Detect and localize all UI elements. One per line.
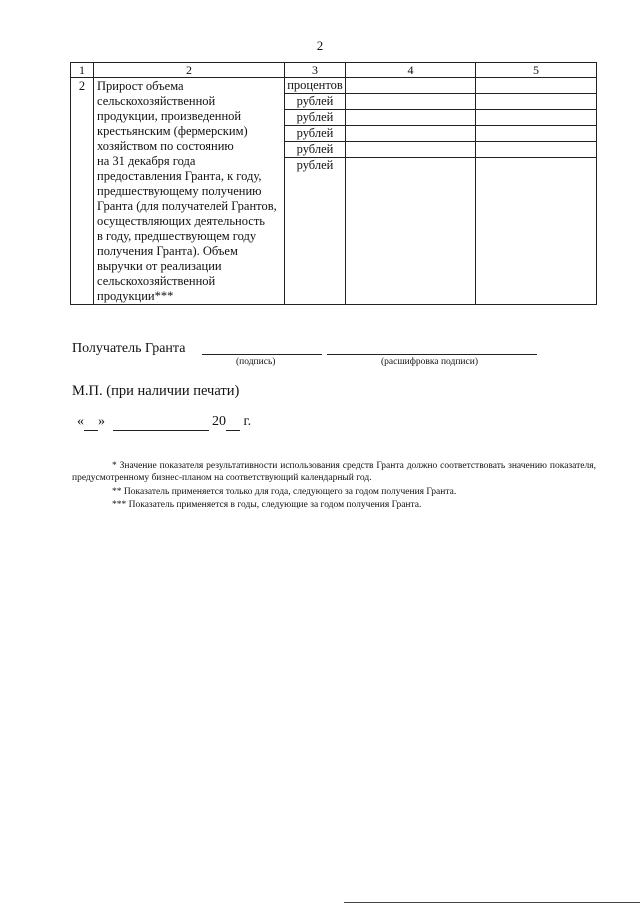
day-blank <box>84 414 98 431</box>
header-cell: 3 <box>285 63 346 78</box>
unit-cell: процентов <box>285 78 345 94</box>
indicator-description: Прирост объема сельскохозяйственной продукции, произведенной крестьянским (фермерским) хозяйством по состоянию на 31 декабря года предоставления Гранта, к году, предшествующему получению Гранта (для получателей Грантов, осуществляющих деятельность в году, предшествующем году получения Гранта). Объем выручки от реализации сельскохозяйственной продукции*** <box>94 78 285 305</box>
scan-edge-line <box>344 902 640 903</box>
unit-cell: рублей <box>285 142 345 158</box>
year-prefix: 20 <box>212 414 226 429</box>
page-number: 2 <box>316 38 324 53</box>
signature-line <box>202 354 322 355</box>
value-cell <box>346 78 475 94</box>
month-blank <box>113 414 209 431</box>
row-number: 2 <box>71 78 94 305</box>
footnote-3: *** Показатель применяется в годы, следующие за годом получения Гранта. <box>112 500 422 510</box>
footnote-2: ** Показатель применяется только для года, следующего за годом получения Гранта. <box>112 487 457 497</box>
unit-cell: рублей <box>296 158 334 172</box>
value-cell <box>476 158 596 173</box>
value-column-4 <box>346 78 476 305</box>
header-cell: 4 <box>346 63 476 78</box>
value-cell <box>476 142 596 158</box>
value-cell <box>346 158 475 173</box>
year-suffix: г. <box>243 414 252 429</box>
signature-decode-line <box>327 354 537 355</box>
value-cell <box>476 94 596 110</box>
header-cell: 5 <box>476 63 597 78</box>
stamp-placeholder: М.П. (при наличии печати) <box>72 383 240 399</box>
unit-column <box>285 78 346 305</box>
value-cell <box>346 110 475 126</box>
grant-recipient-label: Получатель Гранта <box>72 341 186 356</box>
footnote-1: * Значение показателя результативности использования средств Гранта должно соответствовать значению показателя, предусмотренному бизнес-планом на соответствующий календарный год. <box>72 461 596 483</box>
table-row <box>71 78 597 305</box>
date-line <box>77 414 251 431</box>
open-quote: « <box>77 414 84 429</box>
header-cell: 2 <box>94 63 285 78</box>
value-cell <box>346 126 475 142</box>
decode-caption: (расшифровка подписи) <box>381 357 478 367</box>
value-cell <box>346 94 475 110</box>
close-quote: » <box>98 414 105 429</box>
year-blank <box>226 414 240 431</box>
value-cell <box>476 126 596 142</box>
value-column-5 <box>476 78 597 305</box>
table-header-row <box>71 63 597 78</box>
value-cell <box>476 110 596 126</box>
value-cell <box>346 142 475 158</box>
unit-cell: рублей <box>285 110 345 126</box>
signature-caption: (подпись) <box>236 357 276 367</box>
header-cell: 1 <box>71 63 94 78</box>
unit-cell: рублей <box>285 94 345 110</box>
value-cell <box>476 78 596 94</box>
unit-cell: рублей <box>285 126 345 142</box>
indicator-table <box>70 62 597 305</box>
